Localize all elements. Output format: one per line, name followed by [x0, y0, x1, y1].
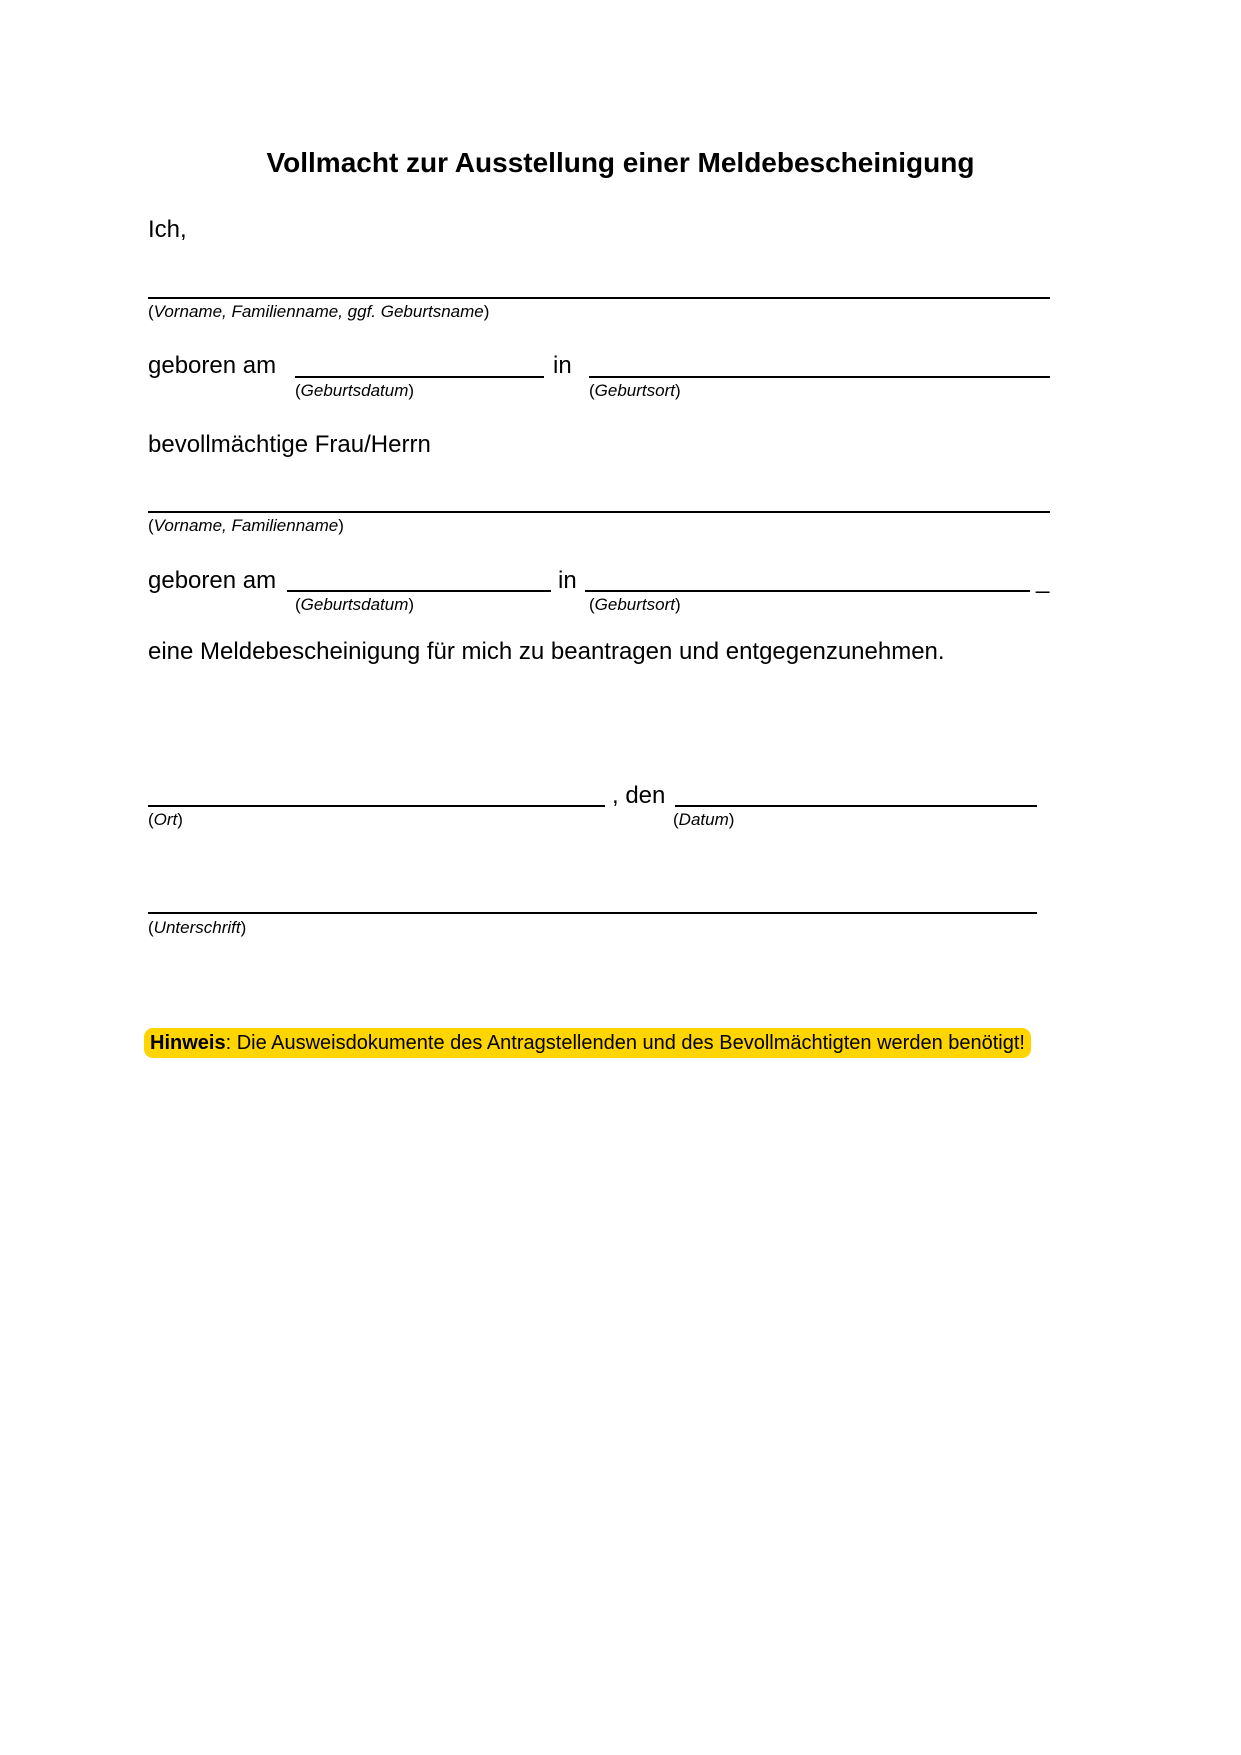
- applicant-birthdate-line[interactable]: [295, 376, 544, 378]
- applicant-name-caption: (Vorname, Familienname, ggf. Geburtsname): [148, 302, 490, 321]
- intro-text: Ich,: [148, 216, 187, 243]
- notice-banner: [144, 1028, 1031, 1058]
- representative-birthdate-caption: (Geburtsdatum): [295, 595, 415, 614]
- date-line[interactable]: [675, 805, 1037, 807]
- applicant-in-label: in: [553, 352, 572, 379]
- applicant-born-label: geboren am: [148, 352, 277, 379]
- applicant-birthplace-caption: (Geburtsort): [589, 381, 681, 400]
- representative-birthdate-line[interactable]: [287, 590, 551, 592]
- representative-born-label: geboren am: [148, 567, 277, 594]
- date-caption: (Datum): [673, 810, 735, 829]
- authorize-text: bevollmächtige Frau/Herrn: [148, 431, 431, 458]
- place-caption: (Ort): [148, 810, 183, 829]
- representative-in-label: in: [558, 567, 577, 594]
- representative-name-line[interactable]: [148, 511, 1050, 513]
- representative-birthplace-caption: (Geburtsort): [589, 595, 681, 614]
- representative-name-caption: (Vorname, Familienname): [148, 516, 344, 535]
- signature-line[interactable]: [148, 912, 1037, 914]
- notice-label: Hinweis: [150, 1032, 226, 1054]
- applicant-birthdate-caption: (Geburtsdatum): [295, 381, 415, 400]
- representative-birthplace-line[interactable]: [585, 590, 1030, 592]
- applicant-name-line[interactable]: [148, 297, 1050, 299]
- signature-caption: (Unterschrift): [148, 918, 247, 937]
- purpose-text: eine Meldebescheinigung für mich zu beantragen und entgegenzunehmen.: [148, 638, 945, 665]
- notice-text: : Die Ausweisdokumente des Antragstellenden und des Bevollmächtigten werden benötigt!: [225, 1032, 1025, 1054]
- representative-trailing-mark: _: [1036, 567, 1050, 594]
- place-line[interactable]: [148, 805, 605, 807]
- den-label: , den: [612, 782, 666, 809]
- applicant-birthplace-line[interactable]: [589, 376, 1050, 378]
- document-title: Vollmacht zur Ausstellung einer Meldebescheinigung: [266, 147, 975, 178]
